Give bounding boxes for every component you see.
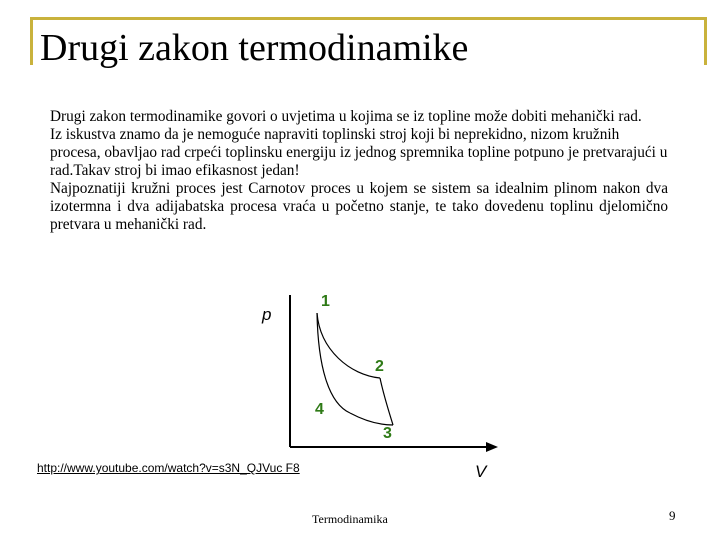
paragraph-intro: Drugi zakon termodinamike govori o uvjetima u kojima se iz topline može dobiti mehanički rad. (50, 108, 642, 125)
v-axis-label: V (475, 462, 487, 481)
point-4-label: 4 (315, 401, 324, 418)
point-1-label: 1 (321, 293, 330, 310)
carnot-pv-diagram (250, 285, 510, 490)
p-axis-label: p (262, 305, 272, 324)
title-frame-right-border (704, 17, 707, 65)
adiabat-1-4 (317, 313, 350, 413)
paragraph-carnot: Najpoznatiji kružni proces jest Carnotov proces u kojem se sistem sa idealnim plinom nakon dva izotermna i dva adijabatska procesa vraća u početno stanje, te tako dovedenu toplinu djelomično pretvara u mehanički rad. (50, 180, 668, 233)
point-2-label: 2 (375, 358, 384, 375)
isotherm-4-3 (350, 413, 393, 425)
title-frame-left-border (30, 17, 33, 65)
slide-title: Drugi zakon termodinamike (40, 27, 469, 69)
isotherm-1-2 (317, 313, 380, 378)
page-number: 9 (669, 508, 676, 523)
adiabat-2-3 (380, 378, 393, 425)
body-text (50, 108, 668, 234)
v-axis-arrow (486, 442, 498, 452)
pv-diagram-svg (250, 285, 510, 485)
point-3-label: 3 (383, 425, 392, 442)
footer-text: Termodinamika (312, 512, 388, 526)
paragraph-experience: Iz iskustva znamo da je nemoguće napraviti toplinski stroj koji bi neprekidno, nizom kružnih procesa, obavljao rad crpeći toplinsku energiju iz jednog spremnika topline potpuno je pretvarajući u rad.Takav stroj bi imao efikasnost jedan! (50, 126, 668, 179)
youtube-link[interactable]: http://www.youtube.com/watch?v=s3N_QJVuc F8 (37, 461, 300, 475)
title-frame-top-border (30, 17, 707, 20)
